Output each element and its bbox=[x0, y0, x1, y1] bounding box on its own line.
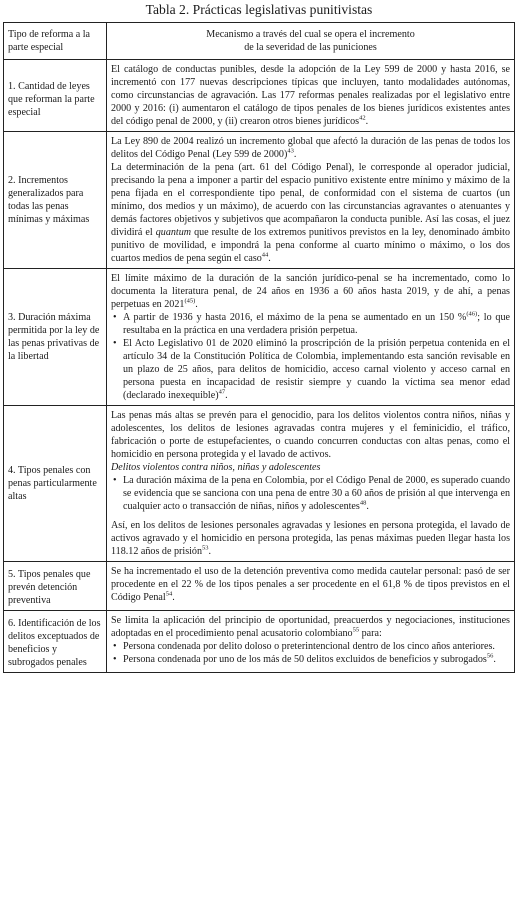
footnote-ref[interactable]: 42 bbox=[359, 114, 366, 122]
footnote-ref[interactable]: 56 bbox=[486, 652, 494, 660]
bullet-list bbox=[111, 311, 510, 402]
list-item: • A partir de 1936 y hasta 2016, el máximo de la pena se aumentado en un 150 %$^{(46)}$; lo que resultaba en la práctica en una verdadera prisión perpetua. bbox=[123, 311, 510, 337]
list-item: • La duración máxima de la pena en Colombia, por el Código Penal de 2000, es superado cuando se evidencia que se sanciona con una pena de entre 30 a 60 años de prisión al que intervenga en cualquier acto o transacción de niñas, niños y adolescentes$^{48}$. bbox=[123, 474, 510, 513]
bullet-list bbox=[111, 474, 510, 513]
table-row bbox=[4, 611, 515, 673]
paragraph: Se limita la aplicación del principio de oportunidad, preacuerdos y negociaciones, instituciones adoptadas en el procedimiento penal acusatorio colombiano$^{55}$ para: bbox=[111, 615, 510, 639]
header-reform-type: Tipo de reforma a la parte especial bbox=[4, 23, 107, 60]
paragraph: El catálogo de conductas punibles, desde la adopción de la Ley 599 de 2000 y hasta 2016, se incrementó con 177 nuevas descripciones típicas que incluyen, tanto modalidades autónomas, como circunstancias de agravación. Las 177 reformas penales realizadas por el legislativo entre 2000 y 2016: (i) aumentaron el catálogo de tipos penales de los bienes jurídicos existentes antes del código penal de 2000, y (ii) crearon otros bienes jurídicos$^{42}$. bbox=[111, 64, 510, 127]
row-content bbox=[107, 562, 515, 611]
paragraph: El límite máximo de la duración de la sanción jurídico-penal se ha incrementado, como lo documenta la literatura penal, de 24 años en 1936 a 60 años hasta 2019, y de ahí, a penas perpetuas en 2021$^{(45)}$. bbox=[111, 273, 510, 310]
legislative-practices-table bbox=[3, 22, 515, 673]
footnote-ref[interactable]: 55 bbox=[352, 626, 360, 634]
table-row bbox=[4, 562, 515, 611]
footnote-ref[interactable]: 53 bbox=[202, 544, 209, 552]
paragraph: Se ha incrementado el uso de la detención preventiva como medida cautelar personal: pasó de ser procedente en el 22 % de los tipos penales a ser procedente en el 61,8 % de tipos previstos en el Código Penal$^{54}$. bbox=[111, 566, 510, 603]
header-mechanism-line2: de la severidad de las puniciones bbox=[244, 42, 377, 53]
table-caption: Tabla 2. Prácticas legislativas punitivistas bbox=[145, 2, 373, 17]
paragraph: La determinación de la pena (art. 61 del Código Penal), le corresponde al operador judicial, precisando la pena a imponer a partir del espacio punitivo existente entre mínimo y máximo de la pena fijada en el correspondiente tipo penal, de conformidad con el sistema de cuartos (un mínimo, dos medios y un máximo), de acuerdo con las circunstancias agravantes o atenuantes y demás factores objetivos y subjetivos que acompañaron la conducta punible. Así las cosas, el juez dividirá el quantum que resulte de los extremos punitivos previstos en la ley, denominado ámbito punitivo de movilidad, e impondrá la pena conforme al cuarto mínimo o máximo, o los dos cuartos medios de pena según el caso$^{44}$. bbox=[111, 162, 510, 264]
table-row bbox=[4, 132, 515, 269]
bullet-list bbox=[111, 640, 510, 666]
footnote-ref[interactable]: (46) bbox=[466, 310, 478, 318]
row-content bbox=[107, 132, 515, 269]
table-header-row bbox=[4, 23, 515, 60]
row-content bbox=[107, 269, 515, 406]
table-row bbox=[4, 406, 515, 562]
list-item: • Persona condenada por delito doloso o preterintencional dentro de los cinco años anteriores. bbox=[123, 640, 510, 653]
paragraph: La Ley 890 de 2004 realizó un incremento global que afectó la duración de las penas de todos los delitos del Código Penal (Ley 599 de 2000)$^{43}$. bbox=[111, 136, 510, 160]
footnote-ref[interactable]: 43 bbox=[287, 147, 294, 155]
subheading: Delitos violentos contra niños, niñas y adolescentes bbox=[111, 462, 321, 473]
row-label: 4. Tipos penales con penas particularmente altas bbox=[4, 406, 107, 562]
footnote-ref[interactable]: 47 bbox=[218, 388, 226, 396]
list-item: • El Acto Legislativo 01 de 2020 eliminó la proscripción de la prisión perpetua contenida en el artículo 34 de la Constitución Política de Colombia, implementando esta sanción revisable en un plazo de 25 años, para delitos de homicidio, acceso carnal violento y acceso carnal en persona puesta en incapacidad de resistir siempre y cuando la víctima sea menor edad (declarado inexequible)$^{47}$. bbox=[123, 337, 510, 402]
header-mechanism bbox=[107, 23, 515, 60]
footnote-ref[interactable]: 54 bbox=[165, 590, 173, 598]
row-label: 3. Duración máxima permitida por la ley de las penas privativas de la libertad bbox=[4, 269, 107, 406]
list-item: • Persona condenada por uno de los más de 50 delitos excluidos de beneficios y subrogados$^{56}$. bbox=[123, 653, 510, 666]
row-label: 5. Tipos penales que prevén detención preventiva bbox=[4, 562, 107, 611]
footnote-ref[interactable]: 48 bbox=[359, 499, 367, 507]
row-label: 6. Identificación de los delitos exceptuados de beneficios y subrogados penales bbox=[4, 611, 107, 673]
row-content bbox=[107, 60, 515, 132]
paragraph: Las penas más altas se prevén para el genocidio, para los delitos violentos contra niños, niñas y adolescentes, los delitos de lesiones agravadas contra mujeres y el feminicidio, el tráfico, fabricación o porte de estupefacientes, o cuando concurren conductas con altas penas, como el homicidio en persona protegida y el lavado de activos. bbox=[111, 410, 510, 460]
footnote-ref[interactable]: 44 bbox=[261, 251, 269, 259]
footnote-ref[interactable]: (45) bbox=[184, 297, 196, 305]
row-content bbox=[107, 406, 515, 562]
header-mechanism-line1: Mecanismo a través del cual se opera el incremento bbox=[206, 29, 415, 40]
table-row bbox=[4, 60, 515, 132]
paragraph: Así, en los delitos de lesiones personales agravadas y lesiones en persona protegida, el lavado de activos agravado y el homicidio en persona protegida, las penas máximas pueden llegar hasta los 118.12 años de prisión$^{53}$. bbox=[111, 520, 510, 557]
row-label: 1. Cantidad de leyes que reforman la parte especial bbox=[4, 60, 107, 132]
table-row bbox=[4, 269, 515, 406]
row-content bbox=[107, 611, 515, 673]
row-label: 2. Incrementos generalizados para todas las penas mínimas y máximas bbox=[4, 132, 107, 269]
